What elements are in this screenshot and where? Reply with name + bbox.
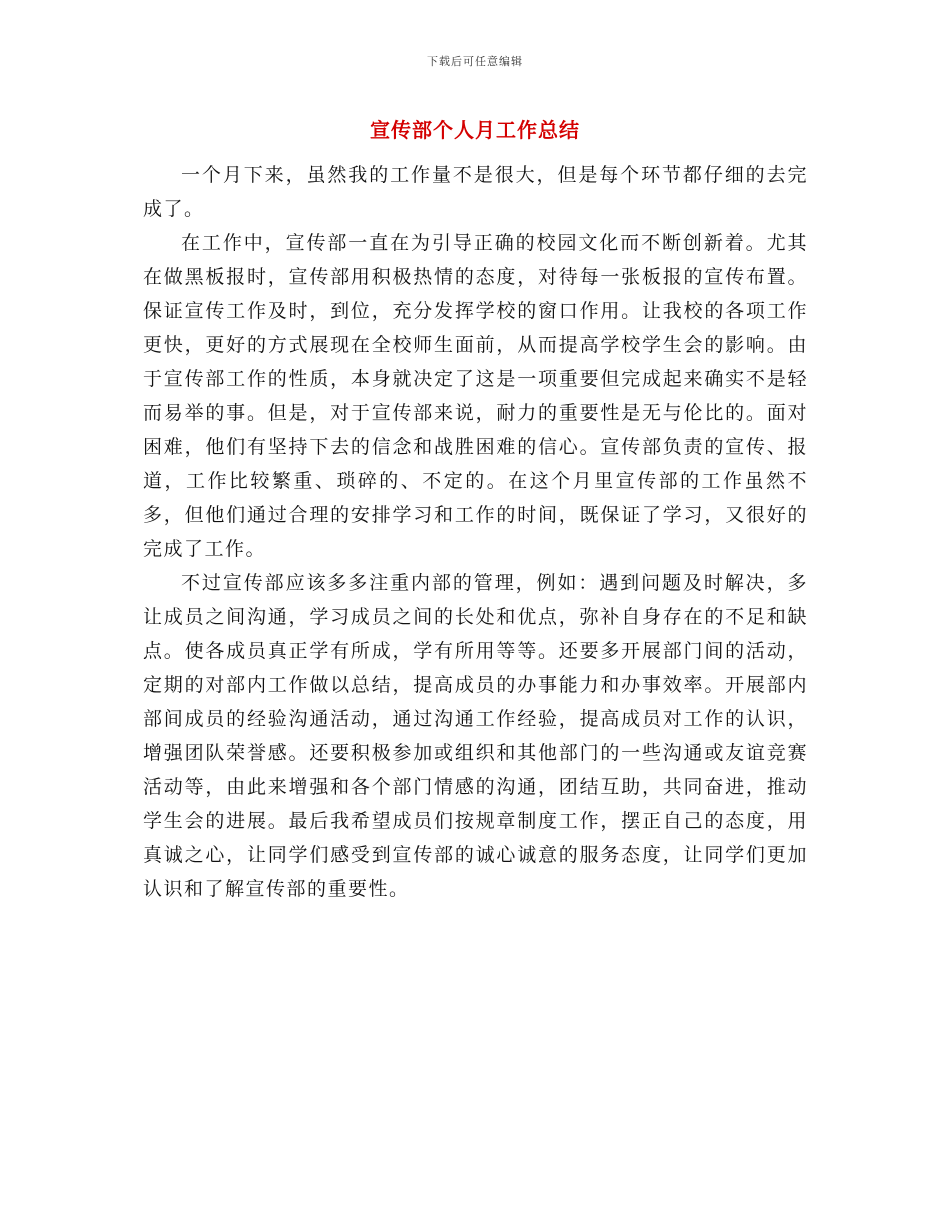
document-body	[143, 158, 808, 906]
document-title: 宣传部个人月工作总结	[370, 118, 580, 142]
paragraph: 一个月下来，虽然我的工作量不是很大，但是每个环节都仔细的去完成了。	[143, 164, 808, 220]
header-note: 下载后可任意编辑	[427, 55, 523, 68]
paragraph: 在工作中，宣传部一直在为引导正确的校园文化而不断创新着。尤其在做黑板报时，宣传部用积极热情的态度，对待每一张板报的宣传布置。保证宣传工作及时，到位，充分发挥学校的窗口作用。让我校的各项工作更快，更好的方式展现在全校师生面前，从而提高学校学生会的影响。由于宣传部工作的性质，本身就决定了这是一项重要但完成起来确实不是轻而易举的事。但是，对于宣传部来说，耐力的重要性是无与伦比的。面对困难，他们有坚持下去的信念和战胜困难的信心。宣传部负责的宣传、报道，工作比较繁重、琐碎的、不定的。在这个月里宣传部的工作虽然不多，但他们通过合理的安排学习和工作的时间，既保证了学习，又很好的完成了工作。	[143, 232, 808, 560]
paragraph: 不过宣传部应该多多注重内部的管理，例如：遇到问题及时解决，多让成员之间沟通，学习成员之间的长处和优点，弥补自身存在的不足和缺点。使各成员真正学有所成，学有所用等等。还要多开展部门间的活动，定期的对部内工作做以总结，提高成员的办事能力和办事效率。开展部内部间成员的经验沟通活动，通过沟通工作经验，提高成员对工作的认识，增强团队荣誉感。还要积极参加或组织和其他部门的一些沟通或友谊竞赛活动等，由此来增强和各个部门情感的沟通，团结互助，共同奋进，推动学生会的进展。最后我希望成员们按规章制度工作，摆正自己的态度，用真诚之心，让同学们感受到宣传部的诚心诚意的服务态度，让同学们更加认识和了解宣传部的重要性。	[143, 572, 808, 900]
